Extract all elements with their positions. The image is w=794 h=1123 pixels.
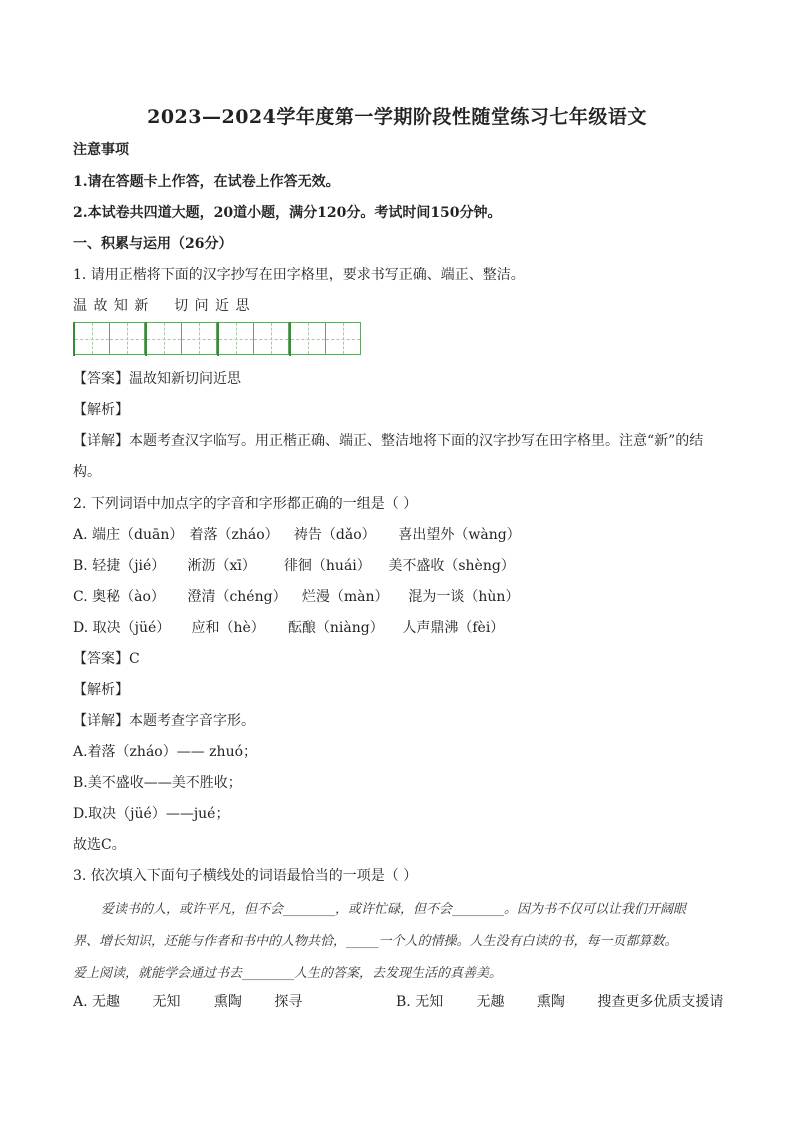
notice-item-2: 2.本试卷共四道大题，20道小题，满分120分。考试时间150分钟。 <box>73 205 502 221</box>
notice-heading: 注意事项 <box>73 142 129 158</box>
tian-cell-group <box>217 322 289 356</box>
option-a-word-2: 着落（zháo） <box>189 527 279 543</box>
question-3-option-b[interactable] <box>396 992 723 1012</box>
question-2-option-a[interactable] <box>73 525 521 545</box>
question-2-explain-a: A.着落（zháo）—— zhuó； <box>73 744 258 760</box>
question-1-stem: 1. 请用正楷将下面的汉字抄写在田字格里，要求书写正确、端正、整洁。 <box>73 267 525 283</box>
option-b-word-3: 徘徊（huái） <box>283 558 371 574</box>
question-1-detail-cont: 构。 <box>73 464 101 480</box>
question-2-option-d[interactable] <box>73 618 504 638</box>
question-3-stem: 3. 依次填入下面句子横线处的词语最恰当的一项是（ ） <box>73 868 418 884</box>
tian-cell-group <box>145 322 217 356</box>
question-3-passage <box>73 894 723 990</box>
tian-cell-group <box>289 322 361 356</box>
option-b-word-2: 无趣 <box>476 994 505 1010</box>
tian-cell[interactable] <box>219 322 254 355</box>
question-1-analysis: 【解析】 <box>73 402 129 418</box>
option-a-word-4: 探寻 <box>274 994 303 1010</box>
tian-cell[interactable] <box>75 322 110 355</box>
question-1-detail: 【详解】本题考查汉字临写。用正楷正确、端正、整洁地将下面的汉字抄写在田字格里。注意“新”的结 <box>73 433 704 449</box>
question-2-conclusion: 故选C。 <box>73 837 126 853</box>
question-2-analysis: 【解析】 <box>73 682 129 698</box>
question-2-option-c[interactable] <box>73 587 519 607</box>
option-a-word-3: 熏陶 <box>213 994 242 1010</box>
tian-cell-group <box>73 322 145 356</box>
page-title: 2023—2024学年度第一学期阶段性随堂练习七年级语文 <box>147 106 647 128</box>
question-2-stem: 2. 下列词语中加点字的字音和字形都正确的一组是（ ） <box>73 496 418 512</box>
question-1-characters: 温 故 知 新 切 问 近 思 <box>73 298 250 314</box>
question-2-explain-d: D.取决（jüé）——jué； <box>73 806 230 822</box>
question-2-explain-b: B.美不盛收——美不胜收； <box>73 775 242 791</box>
option-d-word-3: 酝酿（niàng） <box>287 620 384 636</box>
option-d-word-1: D. 取决（jüé） <box>73 620 171 636</box>
tian-cell[interactable] <box>254 322 289 355</box>
option-a-word-1: A. 端庄（duān） <box>73 527 184 543</box>
option-d-word-2: 应和（hè） <box>191 620 265 636</box>
passage-line-1: 爱读书的人，或许平凡，但不会________，或许忙碌，但不会________。因为书不仅可以让我们开阔眼 <box>101 902 687 917</box>
option-b-word-4: 搜查更多优质支援请 <box>597 994 724 1010</box>
tian-cell[interactable] <box>182 322 217 355</box>
option-b-word-1: B. 无知 <box>396 994 444 1010</box>
question-2-answer: 【答案】C <box>73 651 140 667</box>
passage-line-2: 界、增长知识，还能与作者和书中的人物共恰，_____一个人的情操。人生没有白读的书，每一页都算数。 <box>73 934 678 949</box>
option-d-word-4: 人声鼎沸（fèi） <box>402 620 505 636</box>
option-c-word-2: 澄清（chéng） <box>187 589 287 605</box>
passage-line-3: 爱上阅读，就能学会通过书去________人生的答案，去发现生活的真善美。 <box>73 966 503 981</box>
option-a-word-3: 祷告（dǎo） <box>293 527 376 543</box>
option-a-word-4: 喜出望外（wàng） <box>398 527 521 543</box>
option-b-word-4: 美不盛收（shèng） <box>388 558 515 574</box>
question-3-option-a[interactable] <box>73 992 409 1012</box>
question-1-answer: 【答案】温故知新切问近思 <box>73 371 241 387</box>
tian-cell[interactable] <box>326 322 361 355</box>
option-b-word-2: 淅沥（xī） <box>187 558 256 574</box>
question-2-option-b[interactable] <box>73 556 515 576</box>
option-c-word-3: 烂漫（màn） <box>301 589 389 605</box>
tian-cell[interactable] <box>110 322 145 355</box>
option-b-word-1: B. 轻捷（jié） <box>73 558 166 574</box>
option-b-word-3: 熏陶 <box>536 994 565 1010</box>
option-c-word-1: C. 奥秘（ào） <box>73 589 165 605</box>
tian-cell[interactable] <box>291 322 326 355</box>
tian-cell[interactable] <box>147 322 182 355</box>
notice-item-1: 1.请在答题卡上作答，在试卷上作答无效。 <box>73 174 340 190</box>
tian-zi-ge-grid[interactable] <box>73 322 361 356</box>
section-heading: 一、积累与运用（26分） <box>73 236 233 252</box>
option-a-word-1: A. 无趣 <box>73 994 121 1010</box>
option-a-word-2: 无知 <box>152 994 181 1010</box>
option-c-word-4: 混为一谈（hùn） <box>408 589 520 605</box>
question-2-detail: 【详解】本题考查字音字形。 <box>73 713 255 729</box>
